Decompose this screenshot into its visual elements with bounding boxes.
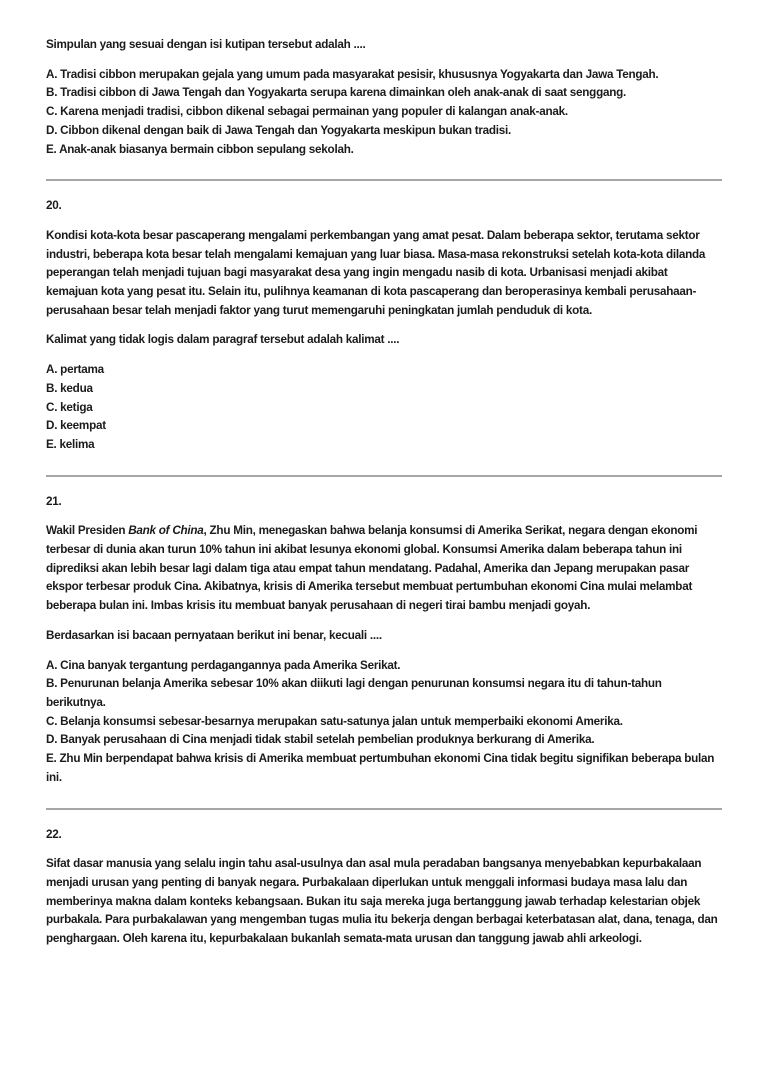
passage-text: [46, 522, 722, 616]
question-number: 20.: [46, 199, 62, 213]
question-19-block: [46, 36, 722, 159]
answer-option-a: A. Tradisi cibbon merupakan gejala yang umum pada masyarakat pesisir, khususnya Yogyakarta dan Jawa Tengah.: [46, 67, 659, 81]
passage-text-italic: Bank of China: [128, 524, 204, 538]
answer-option-c: C. Belanja konsumsi sebesar-besarnya merupakan satu-satunya jalan untuk memperbaiki ekonomi Amerika.: [46, 714, 623, 728]
question-prompt: Simpulan yang sesuai dengan isi kutipan tersebut adalah ....: [46, 38, 366, 51]
question-prompt: Kalimat yang tidak logis dalam paragraf tersebut adalah kalimat ....: [46, 333, 400, 347]
answer-option-a: A. pertama: [46, 363, 104, 377]
answer-option-c: C. ketiga: [46, 400, 93, 414]
answer-option-d: D. keempat: [46, 419, 106, 433]
passage-text-after: , Zhu Min, menegaskan bahwa belanja konsumsi di Amerika Serikat, negara dengan ekonomi terbesar di dunia akan turun 10% tahun ini akibat lesunya ekonomi global. Konsumsi Amerika dalam beberapa tahun ini diprediksi akan lebih besar lagi dalam tiga atau empat tahun mendatang. Padahal, Amerika dan Jepang merupakan pasar ekspor terbesar produk Cina. Akibatnya, krisis di Amerika tersebut membuat pertumbuhan ekonomi Cina mulai melambat beberapa bulan ini. Imbas krisis itu membuat banyak perusahaan di negeri tirai bambu menjadi goyah.: [46, 524, 698, 613]
section-divider: [46, 179, 722, 181]
question-21-block: [46, 493, 722, 788]
options-list: [46, 66, 722, 160]
answer-option-b: B. Penurunan belanja Amerika sebesar 10% akan diikuti lagi dengan penurunan konsumsi negara itu di tahun-tahun berikutnya.: [46, 677, 662, 709]
answer-option-d: D. Banyak perusahaan di Cina menjadi tidak stabil setelah pembelian produknya berkurang di Amerika.: [46, 733, 595, 747]
question-prompt: Berdasarkan isi bacaan pernyataan berikut ini benar, kecuali ....: [46, 628, 382, 642]
answer-option-c: C. Karena menjadi tradisi, cibbon dikenal sebagai permainan yang populer di kalangan anak-anak.: [46, 105, 568, 119]
section-divider: [46, 808, 722, 810]
options-list: [46, 361, 722, 455]
section-divider: [46, 475, 722, 477]
answer-option-e: E. Zhu Min berpendapat bahwa krisis di Amerika membuat pertumbuhan ekonomi Cina tidak begitu signifikan beberapa bulan ini.: [46, 752, 715, 784]
question-22-block: [46, 826, 722, 949]
question-number: 21.: [46, 494, 62, 508]
question-20-block: [46, 197, 722, 454]
answer-option-e: E. kelima: [46, 437, 95, 451]
passage-text: Kondisi kota-kota besar pascaperang mengalami perkembangan yang amat pesat. Dalam beberapa sektor, terutama sektor industri, beberapa kota besar telah mengalami kemajuan yang luar biasa. Masa-masa rekonstruksi setelah kota-kota dilanda peperangan telah menjadi tujuan bagi masyarakat desa yang ingin mengadu nasib di kota. Urbanisasi menjadi akibat kemajuan kota yang pesat itu. Selain itu, pulihnya keamanan di kota pascaperang dan beroperasinya kembali perusahaan-perusahaan besar telah menjadi faktor yang turut memengaruhi peningkatan jumlah penduduk di kota.: [46, 228, 706, 317]
answer-option-d: D. Cibbon dikenal dengan baik di Jawa Tengah dan Yogyakarta meskipun bukan tradisi.: [46, 123, 512, 137]
answer-option-e: E. Anak-anak biasanya bermain cibbon sepulang sekolah.: [46, 142, 354, 156]
answer-option-b: B. Tradisi cibbon di Jawa Tengah dan Yogyakarta serupa karena dimainkan oleh anak-anak di saat senggang.: [46, 86, 626, 100]
options-list: [46, 657, 722, 788]
answer-option-a: A. Cina banyak tergantung perdagangannya pada Amerika Serikat.: [46, 658, 401, 672]
passage-text: Sifat dasar manusia yang selalu ingin tahu asal-usulnya dan asal mula peradaban bangsanya menyebabkan kepurbakalaan menjadi urusan yang penting di banyak negara. Purbakalaan diperlukan untuk menggali informasi budaya masa lalu dan memberinya makna dalam konteks kebangsaan. Bukan itu saja mereka juga bertanggung jawab terhadap kelestarian objek purbakala. Para purbakalawan yang mengemban tugas mulia itu bekerja dengan berbagai keterbatasan alat, dana, tenaga, dan penghargaan. Oleh karena itu, kepurbakalaan bukanlah semata-mata urusan dan tanggung jawab ahli arkeologi.: [46, 857, 718, 946]
passage-text-before: Wakil Presiden: [46, 524, 129, 538]
question-number: 22.: [46, 827, 62, 841]
answer-option-b: B. kedua: [46, 381, 93, 395]
